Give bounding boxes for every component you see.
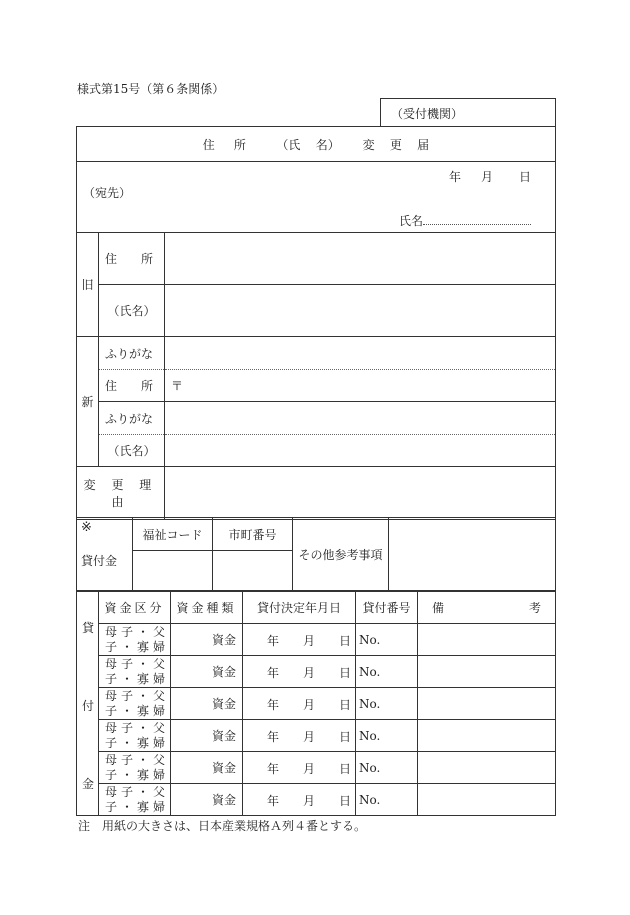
decision-date[interactable]: 年 月 日 [243, 624, 356, 656]
loan-row [77, 784, 556, 816]
change-reason-field[interactable] [165, 467, 556, 520]
loan-row [77, 624, 556, 656]
city-number-field[interactable] [213, 551, 293, 592]
header-remarks: 備 考 [418, 591, 556, 624]
loan-row [77, 656, 556, 688]
postal-mark: 〒 [171, 379, 184, 393]
loan-table [76, 590, 556, 816]
remarks-field[interactable] [418, 720, 556, 752]
fund-type[interactable]: 資金 [171, 784, 243, 816]
old-address-field[interactable] [165, 233, 556, 285]
loan-row [77, 720, 556, 752]
other-notes-label: その他参考事項 [293, 518, 389, 592]
new-name-field[interactable] [165, 435, 556, 467]
fund-type[interactable]: 資金 [171, 688, 243, 720]
fund-category: 母子・父 子・寡婦 [99, 784, 171, 816]
decision-date[interactable]: 年 月 日 [243, 720, 356, 752]
new-furigana-label: ふりがな [99, 337, 165, 370]
decision-date[interactable]: 年 月 日 [243, 688, 356, 720]
fund-category: 母子・父 子・寡婦 [99, 624, 171, 656]
new-furigana-label-2: ふりがな [99, 402, 165, 435]
date-year: 年 [449, 170, 462, 184]
header-category: 資金区分 [99, 591, 171, 624]
addressee-block [77, 162, 556, 233]
reception-box [380, 98, 556, 126]
fund-type[interactable]: 資金 [171, 624, 243, 656]
decision-date[interactable]: 年 月 日 [243, 656, 356, 688]
loan-row [77, 688, 556, 720]
loan-number[interactable]: No. [356, 656, 418, 688]
footnote: 注 用紙の大きさは、日本産業規格Ａ列４番とする。 [78, 819, 367, 833]
fund-type[interactable]: 資金 [171, 656, 243, 688]
date-month: 月 [481, 170, 494, 184]
welfare-code-label: 福祉コード [133, 518, 213, 551]
signature-label: 氏名 [399, 214, 424, 228]
loan-number[interactable]: No. [356, 688, 418, 720]
decision-date[interactable]: 年 月 日 [243, 752, 356, 784]
city-number-label: 市町番号 [213, 518, 293, 551]
header-type: 資金種類 [171, 591, 243, 624]
new-address-label: 住 所 [99, 370, 165, 402]
remarks-field[interactable] [418, 624, 556, 656]
fund-category: 母子・父 子・寡婦 [99, 720, 171, 752]
reception-label: （受付機関） [391, 107, 464, 121]
signature-line [423, 224, 531, 225]
old-name-field[interactable] [165, 285, 556, 337]
remarks-field[interactable] [418, 784, 556, 816]
welfare-code-field[interactable] [133, 551, 213, 592]
fund-category: 母子・父 子・寡婦 [99, 752, 171, 784]
header-date: 貸付決定年月日 [243, 591, 356, 624]
loan-section-label: 貸 付 金 [77, 591, 99, 816]
loan-info-label-cell [77, 518, 133, 592]
reference-mark: ※ [81, 520, 92, 535]
fund-type[interactable]: 資金 [171, 752, 243, 784]
loan-row [77, 752, 556, 784]
loan-number[interactable]: No. [356, 784, 418, 816]
addressee-label: （宛先） [83, 186, 132, 200]
loan-label: 貸付金 [81, 554, 118, 568]
new-address-field[interactable] [165, 370, 556, 402]
other-notes-field[interactable] [389, 518, 556, 592]
remarks-field[interactable] [418, 752, 556, 784]
change-reason-label: 変 更 理 由 [77, 467, 165, 520]
form-title: 住 所 （氏 名） 変 更 届 [77, 127, 556, 162]
old-section-label: 旧 [77, 233, 99, 337]
old-name-label: （氏名） [99, 285, 165, 337]
new-name-label: （氏名） [99, 435, 165, 467]
fund-type[interactable]: 資金 [171, 720, 243, 752]
loan-info-table [76, 517, 556, 592]
new-furigana-field[interactable] [165, 337, 556, 370]
loan-number[interactable]: No. [356, 624, 418, 656]
new-section-label: 新 [77, 337, 99, 467]
fund-category: 母子・父 子・寡婦 [99, 656, 171, 688]
old-address-label: 住 所 [99, 233, 165, 285]
remarks-field[interactable] [418, 688, 556, 720]
form-number: 様式第15号（第６条関係） [77, 82, 225, 96]
loan-number[interactable]: No. [356, 752, 418, 784]
fund-category: 母子・父 子・寡婦 [99, 688, 171, 720]
date-day: 日 [519, 170, 532, 184]
header-number: 貸付番号 [356, 591, 418, 624]
change-form-table [76, 126, 556, 520]
loan-number[interactable]: No. [356, 720, 418, 752]
signature-field[interactable] [399, 212, 531, 229]
remarks-field[interactable] [418, 656, 556, 688]
decision-date[interactable]: 年 月 日 [243, 784, 356, 816]
new-furigana-field-2[interactable] [165, 402, 556, 435]
